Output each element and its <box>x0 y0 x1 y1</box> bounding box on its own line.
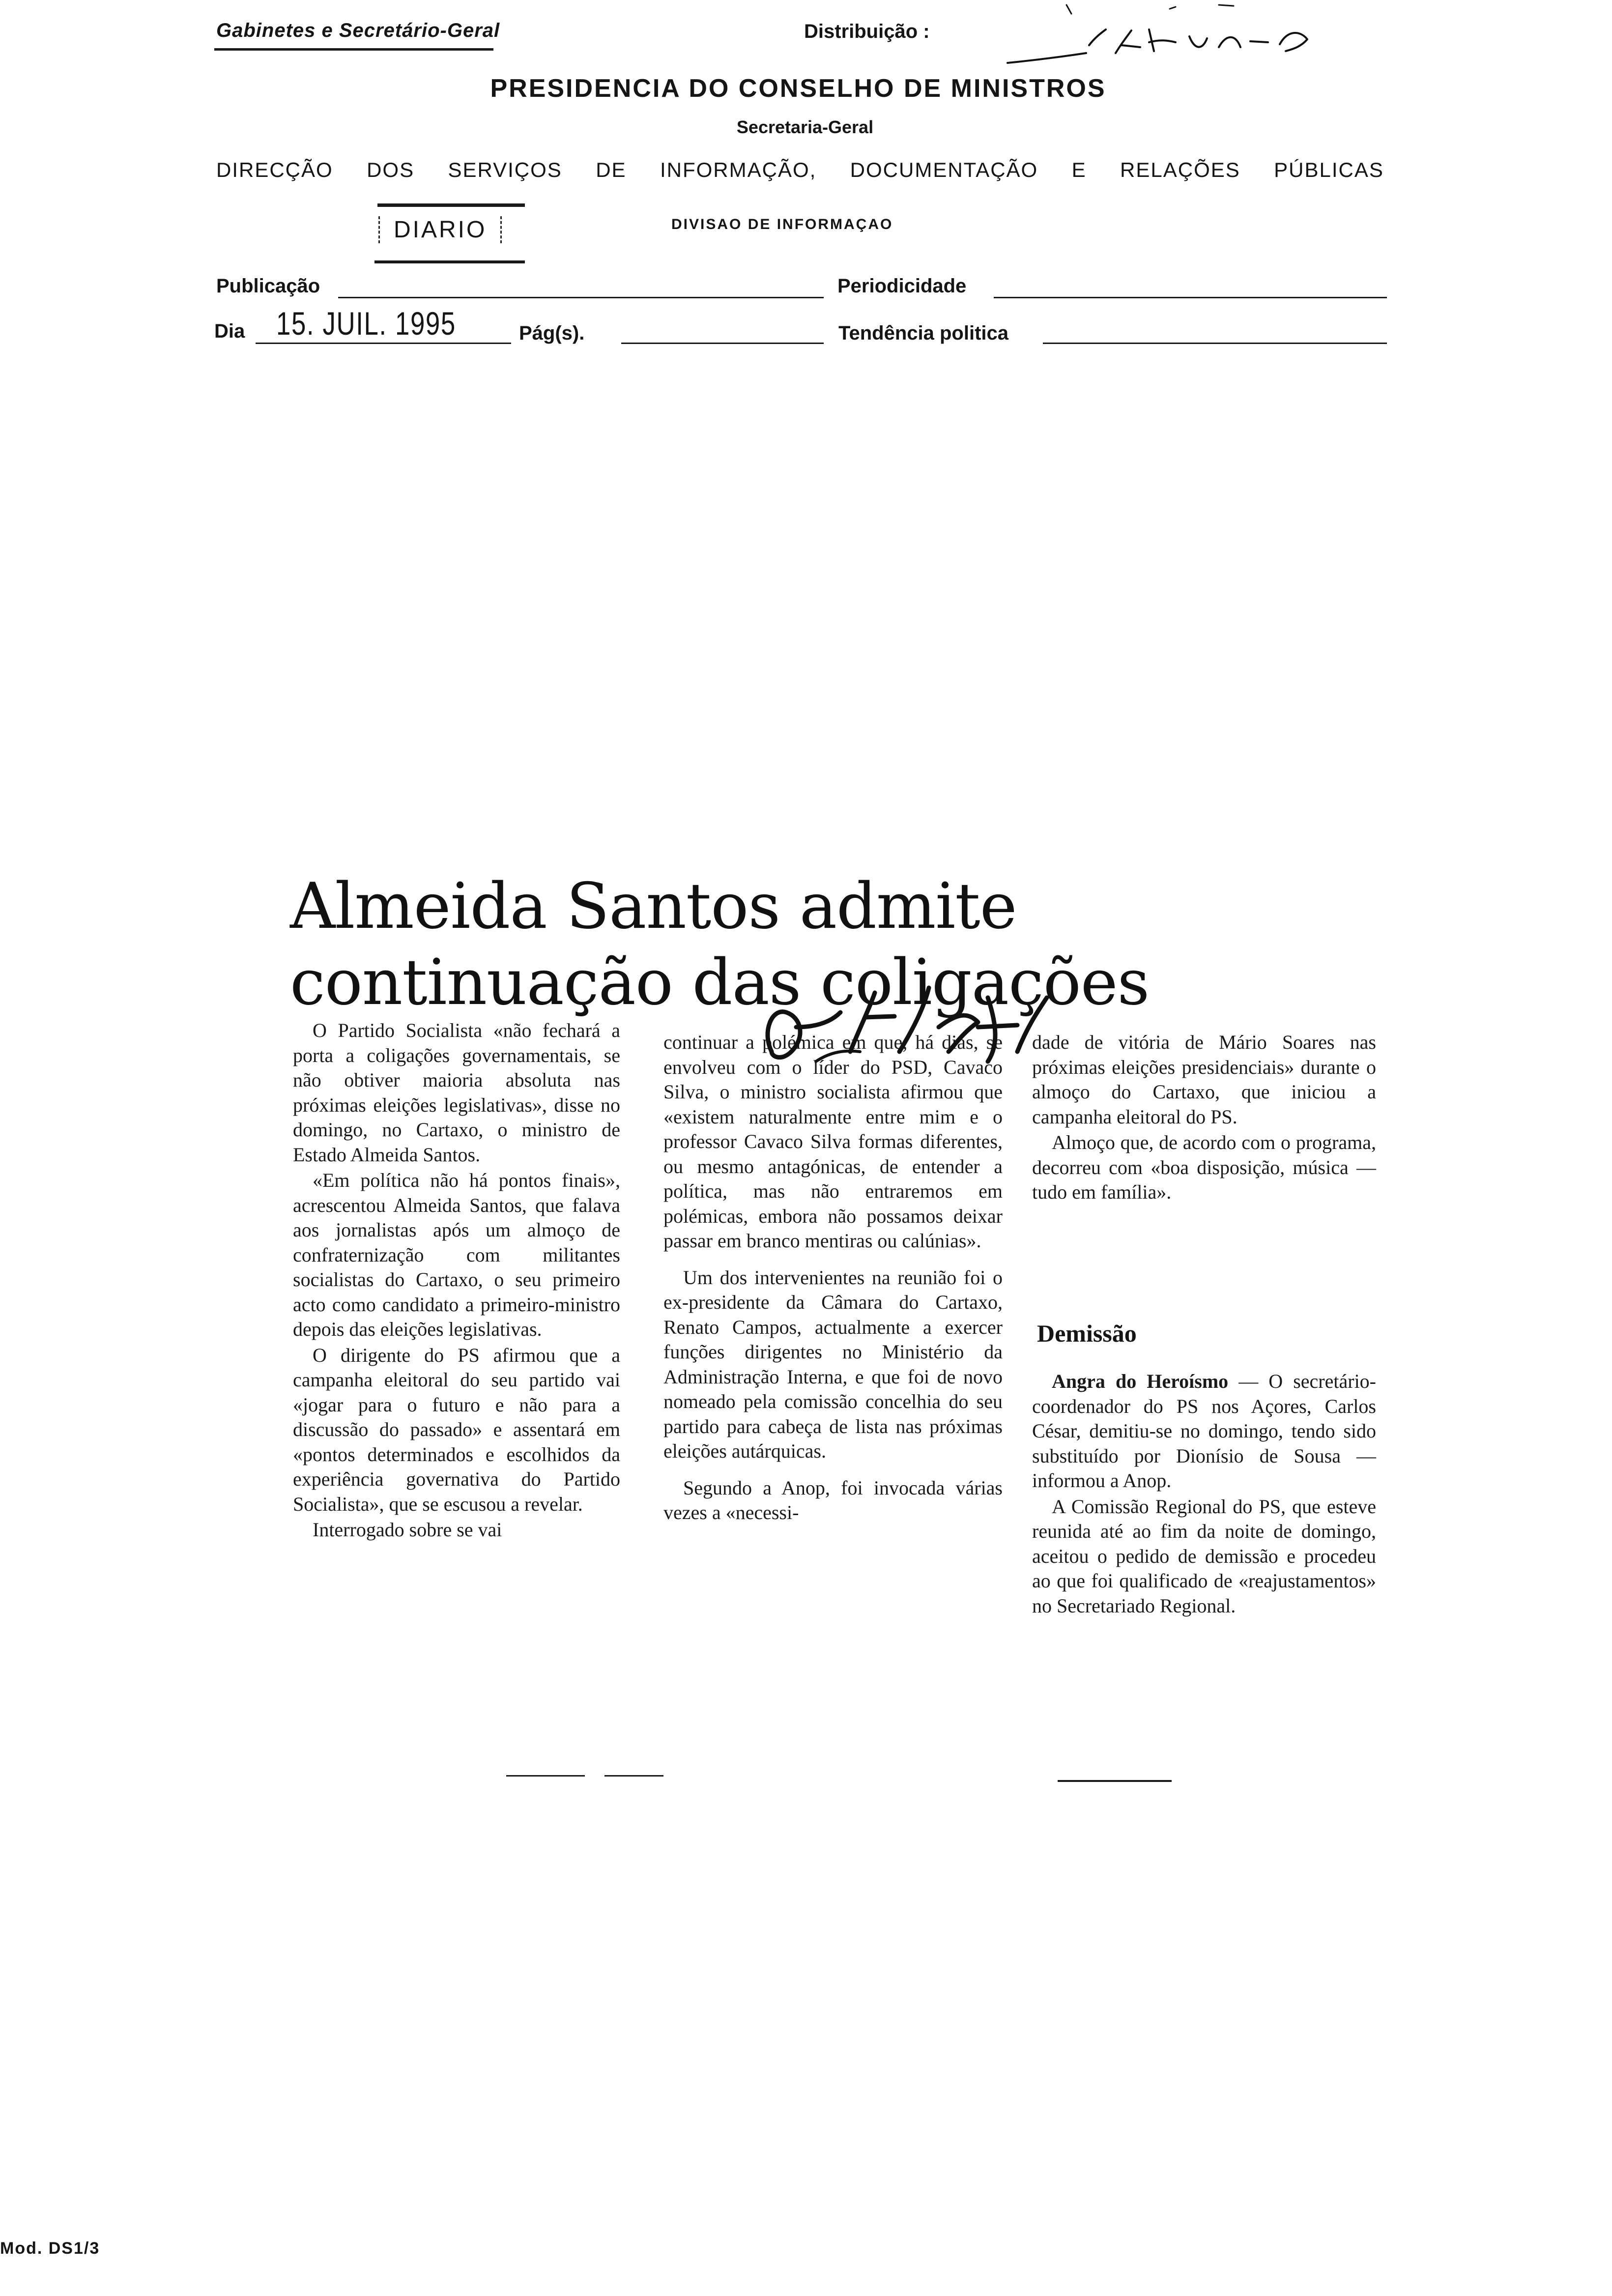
dateline: Angra do Heroísmo <box>1052 1370 1229 1392</box>
directorate-word: DIRECÇÃO <box>216 158 333 181</box>
article-column-3 <box>1032 1030 1376 1206</box>
periodicity-line <box>994 297 1387 298</box>
directorate-word: SERVIÇOS <box>448 158 562 181</box>
headline-line-1: Almeida Santos admite <box>290 870 1017 943</box>
article-paragraph: A Comissão Regional do PS, que esteve reunida até ao fim da noite de domingo, aceitou o pedido de demissão e procedeu ao que foi qualificado de «reajustamentos» no Secretariado Regional. <box>1032 1495 1376 1617</box>
day-line <box>256 343 511 344</box>
publication-line <box>338 297 824 298</box>
article-paragraph: Almoço que, de acordo com o programa, decorreu com «boa disposição, música — tudo em família». <box>1032 1131 1376 1203</box>
article-column-1 <box>293 1018 620 1544</box>
article-paragraph: «Em política não há pontos finais», acrescentou Almeida Santos, que falava aos jornalistas após um almoço de confraternização com militantes socialistas do Cartaxo, o seu primeiro acto como candidato a primeiro-ministro depois das eleições legislativas. <box>293 1169 620 1340</box>
headline-line-2: continuação das coligações <box>290 946 1150 1019</box>
directorate-word: INFORMAÇÃO, <box>660 158 817 181</box>
presidency-title: PRESIDENCIA DO CONSELHO DE MINISTROS <box>490 74 1106 103</box>
dateline-text: — O secretário-coordenador do PS nos Açores, Carlos César, demitiu-se no domingo, tendo sido substituído por Dionísio de Sousa — informou a Anop. <box>1032 1370 1376 1492</box>
article-paragraph: O dirigente do PS afirmou que a campanha eleitoral do seu partido vai «jogar para o futuro e não para a discussão do passado» e assentará em «pontos determinados e escolhidos da experiência governativa do Partido Socialista», que se escusou a revelar. <box>293 1344 620 1515</box>
directorate-title <box>216 158 1384 182</box>
article-paragraph: continuar a polémica em que, há dias, se envolveu com o líder do PSD, Cavaco Silva, o ministro socialista afirmou que «existem naturalmente entre mim e o professor Cavaco Silva formas diferentes, ou mesmo antagónicas, de entender a política, mas não entraremos em polémicas, embora não possamos deixar passar em branco mentiras ou calúnias». <box>663 1031 1003 1252</box>
directorate-word: PÚBLICAS <box>1274 158 1384 181</box>
article-paragraph: dade de vitória de Mário Soares nas próximas eleições presidenciais» durante o almoço do Cartaxo, que iniciou a campanha eleitoral do PS. <box>1032 1031 1376 1128</box>
division-title: DIVISAO DE INFORMAÇAO <box>671 216 893 232</box>
article-column-2 <box>663 1030 1003 1526</box>
article-column-3-demissao <box>1032 1369 1376 1619</box>
article-paragraph: Um dos intervenientes na reunião foi o ex-presidente da Câmara do Cartaxo, Renato Campos, actualmente a exercer funções dirigentes no Ministério da Administração Interna, e que foi de novo nomeado pela comissão concelhia do seu partido para cabeça de lista nas próximas eleições autárquicas. <box>663 1266 1003 1462</box>
periodicity-label: Periodicidade <box>837 275 967 297</box>
tendency-line <box>1043 343 1387 344</box>
day-label: Dia <box>214 320 245 342</box>
subhead-demissao: Demissão <box>1037 1320 1137 1347</box>
article-paragraph: Interrogado sobre se vai <box>313 1519 502 1541</box>
directorate-word: DE <box>596 158 627 181</box>
end-rule-1 <box>506 1775 585 1777</box>
secretariat-title: Secretaria-Geral <box>736 117 874 137</box>
publication-stamp: DIARIO <box>378 216 502 243</box>
end-rule-3 <box>1058 1780 1172 1782</box>
directorate-word: DOS <box>367 158 415 181</box>
directorate-word: DOCUMENTAÇÃO <box>850 158 1038 181</box>
stamp-top-rule <box>377 203 525 207</box>
cabinet-line: Gabinetes e Secretário-Geral <box>216 20 500 41</box>
article-paragraph: O Partido Socialista «não fechará a porta a coligações governamentais, se não obtiver maioria absoluta nas próximas eleições legislativas», disse no domingo, no Cartaxo, o ministro de Estado Almeida Santos. <box>293 1019 620 1166</box>
handwritten-annotation <box>752 953 1057 1071</box>
article-paragraph <box>1032 1369 1376 1493</box>
tendency-label: Tendência politica <box>838 322 1008 344</box>
pages-label: Pág(s). <box>519 322 585 344</box>
pages-line <box>621 343 824 344</box>
directorate-word: E <box>1071 158 1087 181</box>
stamp-bottom-rule <box>374 260 525 263</box>
day-value: 15. JUIL. 1995 <box>276 305 456 342</box>
distribution-handwriting <box>993 0 1327 79</box>
directorate-word: RELAÇÕES <box>1120 158 1240 181</box>
publication-label: Publicação <box>216 275 320 297</box>
distribution-label: Distribuição : <box>804 21 930 42</box>
end-rule-2 <box>604 1775 663 1777</box>
cabinet-underline <box>214 48 493 51</box>
article-paragraph: Segundo a Anop, foi invocada várias vezes a «necessi- <box>663 1476 1003 1523</box>
form-code: Mod. DS1/3 <box>0 2239 100 2258</box>
